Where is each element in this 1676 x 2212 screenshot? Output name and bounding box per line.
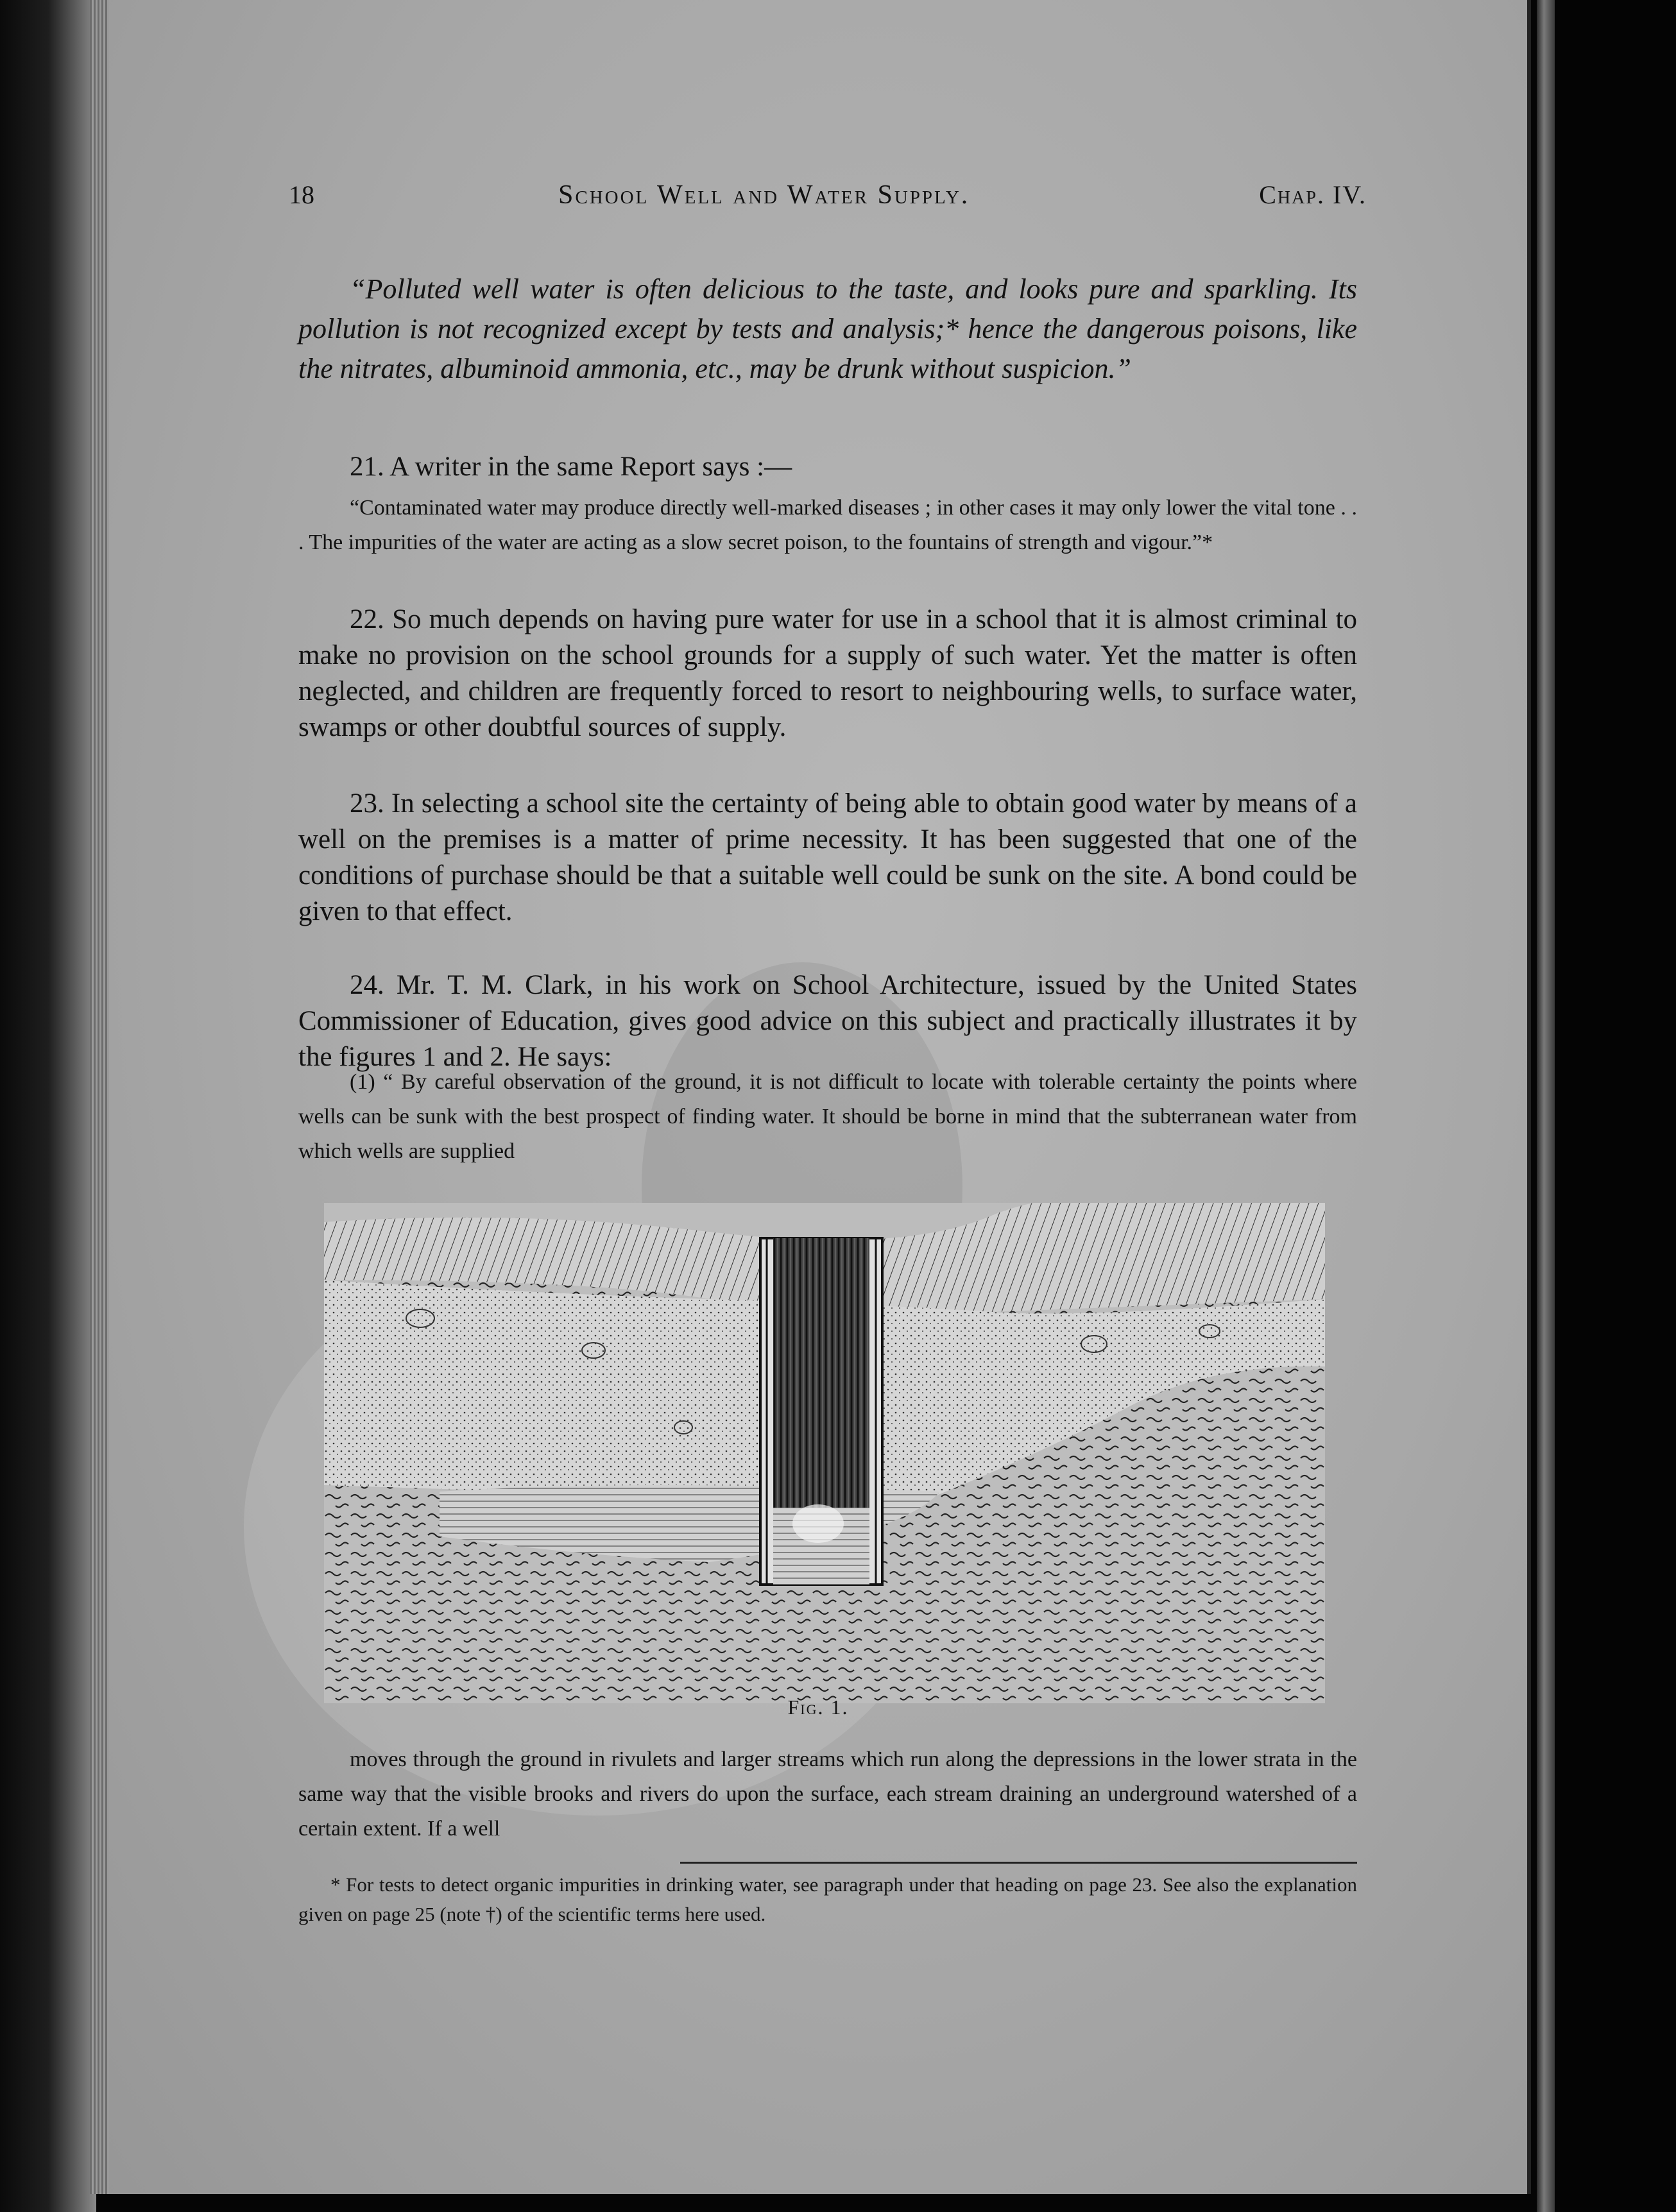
running-title: School Well and Water Supply.	[558, 180, 970, 210]
figure-caption: Fig. 1.	[787, 1696, 849, 1719]
quote-contaminated-water: “Contaminated water may produce directly well-marked diseases ; in other cases it may only lower the vital tone . . . The impurities of the water are acting as a slow secret poison, to the fountains of strength and vigour.”*	[298, 496, 1357, 554]
chapter-label: Chap. IV.	[1259, 180, 1367, 209]
figure-1-well-cross-section	[324, 1203, 1325, 1703]
running-header	[289, 180, 1367, 225]
paragraph-21: 21. A writer in the same Report says :—	[350, 452, 792, 482]
paragraph-23: 23. In selecting a school site the certainty of being able to obtain good water by means of a well on the premises is a matter of prime necessity. It has been suggested that one of the conditions of purchase should be that a suitable well could be sunk on the site. A bond could be given to that effect.	[298, 788, 1357, 926]
book-gutter	[0, 0, 96, 2212]
next-page-edge	[1537, 0, 1555, 2212]
scan-background-right	[1552, 0, 1676, 2212]
footnote: * For tests to detect organic impurities in drinking water, see paragraph under that heading on page 23. See also the explanation given on page 25 (note †) of the scientific terms here used.	[298, 1873, 1357, 1925]
well-diagram	[324, 1203, 1325, 1703]
paragraph-22: 22. So much depends on having pure water for use in a school that it is almost criminal to make no provision on the school grounds for a supply of such water. Yet the matter is often neglected, and children are frequently forced to resort to neighbouring wells, to surface water, swamps or other doubtful sources of supply.	[298, 604, 1357, 742]
footnote-rule	[680, 1862, 1357, 1864]
quote-clark-part2: moves through the ground in rivulets and larger streams which run along the depressions in the lower strata in the same way that the visible brooks and rivers do upon the surface, each stream draining an underground watershed of a certain extent. If a well	[298, 1748, 1357, 1841]
paragraph-24: 24. Mr. T. M. Clark, in his work on School Architecture, issued by the United States Commissioner of Education, gives good advice on this subject and practically illustrates it by the figures 1 and 2. He says:	[298, 970, 1357, 1072]
quote-polluted-water: “Polluted well water is often delicious to the taste, and looks pure and sparkling. Its pollution is not recognized except by tests and analysis;* hence the dangerous poisons, like the nitrates, albuminoid ammonia, etc., may be drunk without suspicion.”	[298, 273, 1357, 384]
quote-clark-part1: (1) “ By careful observation of the ground, it is not difficult to locate with tolerable certainty the points where wells can be sunk with the best prospect of finding water. It should be borne in mind that the subterranean water from which wells are supplied	[298, 1070, 1357, 1163]
page-number: 18	[289, 180, 314, 209]
page-edge-stack	[90, 0, 109, 2194]
